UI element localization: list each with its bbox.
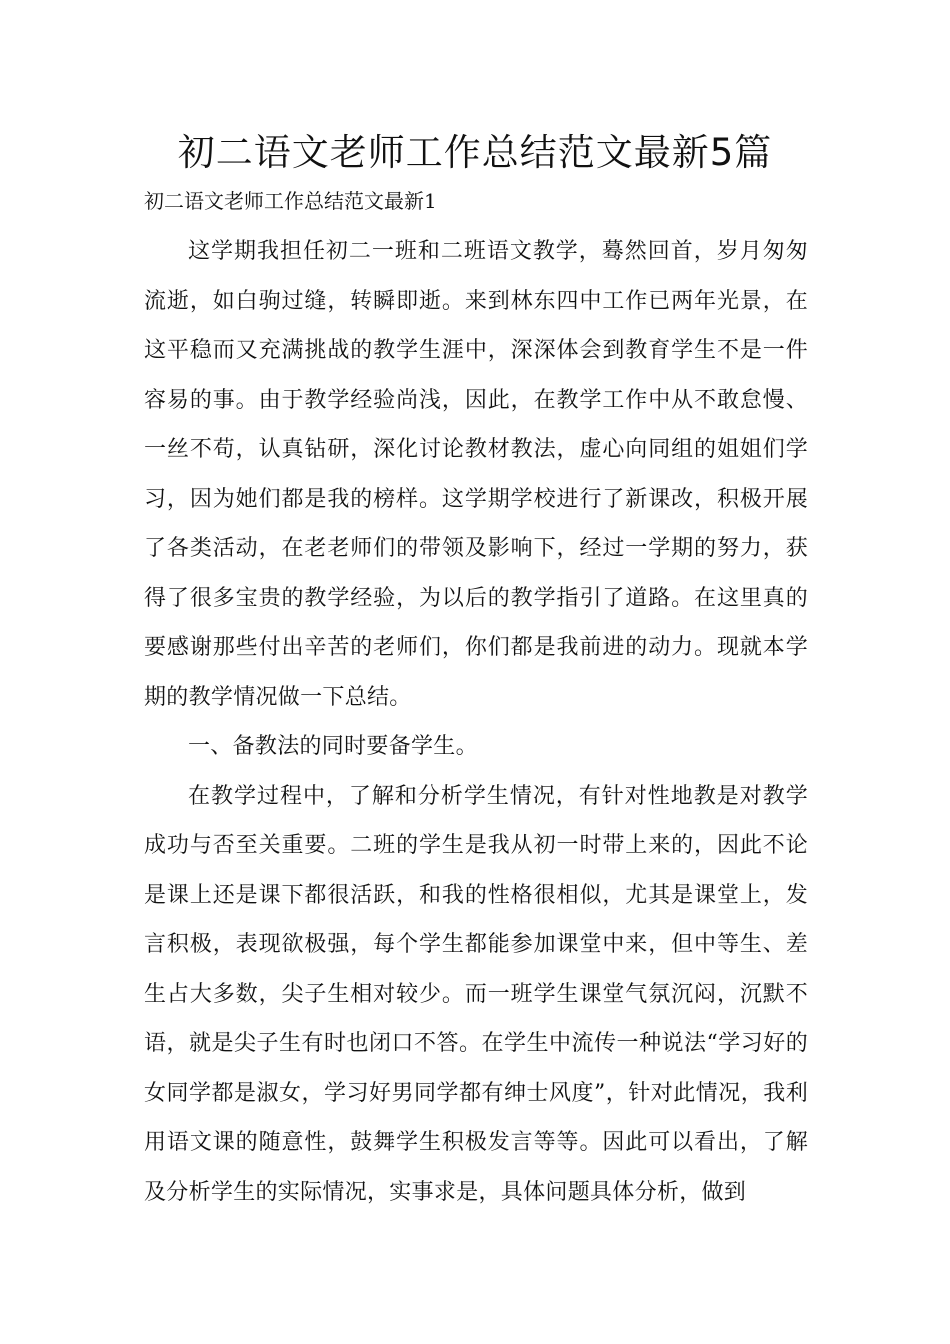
paragraph-heading-1: 一、备教法的同时要备学生。 — [188, 734, 478, 759]
document-body — [144, 227, 808, 1217]
section-subtitle: 初二语文老师工作总结范文最新1 — [144, 189, 437, 213]
paragraph-student-analysis: 在教学过程中，了解和分析学生情况，有针对性地教是对教学成功与否至关重要。二班的学生是我从初一时带上来的，因此不论是课上还是课下都很活跃，和我的性格很相似，尤其是课堂上，发言积极，表现欲极强，每个学生都能参加课堂中来，但中等生、差生占大多数，尖子生相对较少。而一班学生课堂气氛沉闷，沉默不语，就是尖子生有时也闭口不答。在学生中流传一种说法“学习好的女同学都是淑女，学习好男同学都有绅士风度”，针对此情况，我利用语文课的随意性，鼓舞学生积极发言等等。因此可以看出，了解及分析学生的实际情况，实事求是，具体问题具体分析，做到 — [144, 783, 808, 1205]
paragraph-intro: 这学期我担任初二一班和二班语文教学，蓦然回首，岁月匆匆流逝，如白驹过缝，转瞬即逝。来到林东四中工作已两年光景，在这平稳而又充满挑战的教学生涯中，深深体会到教育学生不是一件容易的事。由于教学经验尚浅，因此，在教学工作中从不敢怠慢、一丝不苟，认真钻研，深化讨论教材教法，虚心向同组的姐姐们学习，因为她们都是我的榜样。这学期学校进行了新课改，积极开展了各类活动，在老老师们的带领及影响下，经过一学期的努力，获得了很多宝贵的教学经验，为以后的教学指引了道路。在这里真的要感谢那些付出辛苦的老师们，你们都是我前进的动力。现就本学期的教学情况做一下总结。 — [144, 239, 808, 710]
document-title: 初二语文老师工作总结范文最新5篇 — [177, 131, 773, 174]
